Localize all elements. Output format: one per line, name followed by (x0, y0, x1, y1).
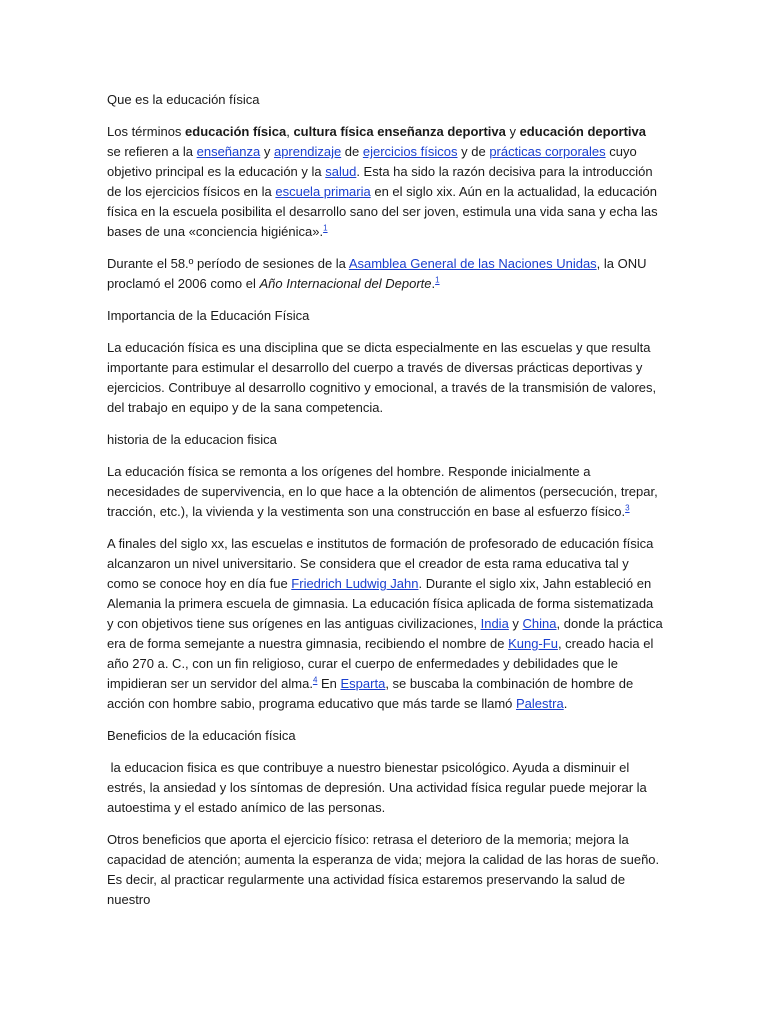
link-palestra[interactable]: Palestra (516, 696, 564, 711)
paragraph-importancia: La educación física es una disciplina que se dicta especialmente en las escuelas y que resulta importante para estimular el desarrollo del cuerpo a través de diversas prácticas deportivas y ejercicios. Contribuye al desarrollo cognitivo y emocional, a través de la transmisión de valores, del trabajo en equipo y de la sana competencia. (107, 340, 657, 415)
paragraph-bienestar: la educacion fisica es que contribuye a nuestro bienestar psicológico. Ayuda a disminuir el estrés, la ansiedad y los síntomas de depresión. Una actividad física regular puede mejorar la autoestima y el estado anímico de las personas. (107, 760, 651, 815)
link-ensenanza[interactable]: enseñanza (196, 144, 261, 159)
bold-term-educacion-fisica: educación física (185, 124, 287, 139)
footnote-ref-1[interactable]: 1 (323, 223, 328, 233)
bold-term-educacion-deportiva: educación deportiva (519, 124, 646, 139)
link-india[interactable]: India (480, 616, 509, 631)
link-practicas-corporales[interactable]: prácticas corporales (489, 144, 606, 159)
link-asamblea-general-onu[interactable]: Asamblea General de las Naciones Unidas (348, 256, 597, 271)
heading-historia: historia de la educacion fisica (107, 432, 277, 447)
heading-que-es: Que es la educación física (107, 92, 260, 107)
link-kung-fu[interactable]: Kung-Fu (508, 636, 558, 651)
paragraph-definicion: Los términos educación física, cultura física enseñanza deportiva y educación deportiva se refieren a la enseñanza y aprendizaje de ejercicios físicos y de prácticas corporales cuyo objetivo principal es la educación y la salud. Esta ha sido la razón decisiva para la introducción de los ejercicios físicos en la escuela primaria en el siglo xix. Aún en la actualidad, la educación física en la escuela posibilita el desarrollo sano del ser joven, estimula una vida sana y echa las bases de una «conciencia higiénica».$^1$ (107, 124, 658, 239)
paragraph-onu: Durante el 58.º período de sesiones de la Asamblea General de las Naciones Unidas, la ONU proclamó el 2006 como el Año Internacional del Deporte.$^1$ (107, 256, 647, 291)
link-salud[interactable]: salud (325, 164, 357, 179)
footnote-ref-3[interactable]: 3 (625, 503, 630, 513)
document-body (107, 90, 663, 922)
italic-ano-internacional: Año Internacional del Deporte (259, 276, 432, 291)
link-ejercicios-fisicos[interactable]: ejercicios físicos (362, 144, 458, 159)
link-aprendizaje[interactable]: aprendizaje (273, 144, 342, 159)
heading-beneficios: Beneficios de la educación física (107, 728, 296, 743)
link-china[interactable]: China (522, 616, 557, 631)
paragraph-otros-beneficios: Otros beneficios que aporta el ejercicio físico: retrasa el deterioro de la memoria; mejora la capacidad de atención; aumenta la esperanza de vida; mejora la calidad de las horas de sueño. Es decir, al practicar regularmente una actividad física estaremos preservando la salud de nuestro (107, 832, 660, 907)
link-esparta[interactable]: Esparta (340, 676, 386, 691)
link-escuela-primaria[interactable]: escuela primaria (275, 184, 371, 199)
bold-term-cultura-fisica: cultura física enseñanza deportiva (293, 124, 506, 139)
link-friedrich-ludwig-jahn[interactable]: Friedrich Ludwig Jahn (291, 576, 419, 591)
paragraph-historia-detalle: A finales del siglo xx, las escuelas e institutos de formación de profesorado de educación física alcanzaron un nivel universitario. Se considera que el creador de esta rama educativa tal y como se conoce hoy en día fue Friedrich Ludwig Jahn. Durante el siglo xix, Jahn estableció en Alemania la primera escuela de gimnasia. La educación física aplicada de forma sistematizada y con objetivos tiene sus orígenes en las antiguas civilizaciones, India y China, donde la práctica era de forma semejante a nuestra gimnasia, recibiendo el nombre de Kung-Fu, creado hacia el año 270 a. C., con un fin religioso, curar el cuerpo de enfermedades y debilidades que le impidieran ser un servidor del alma.$^4$ En Esparta, se buscaba la combinación de hombre de acción con hombre sabio, programa educativo que más tarde se llamó Palestra. (107, 536, 663, 711)
paragraph-origenes: La educación física se remonta a los orígenes del hombre. Responde inicialmente a necesidades de supervivencia, en lo que hace a la obtención de alimentos (persecución, trepar, tracción, etc.), la vivienda y la vestimenta son una construcción en base al esfuerzo físico.$^3$ (107, 464, 658, 519)
footnote-ref-4[interactable]: 4 (312, 675, 318, 685)
heading-importancia: Importancia de la Educación Física (107, 308, 310, 323)
footnote-ref-1b[interactable]: 1 (435, 275, 440, 285)
